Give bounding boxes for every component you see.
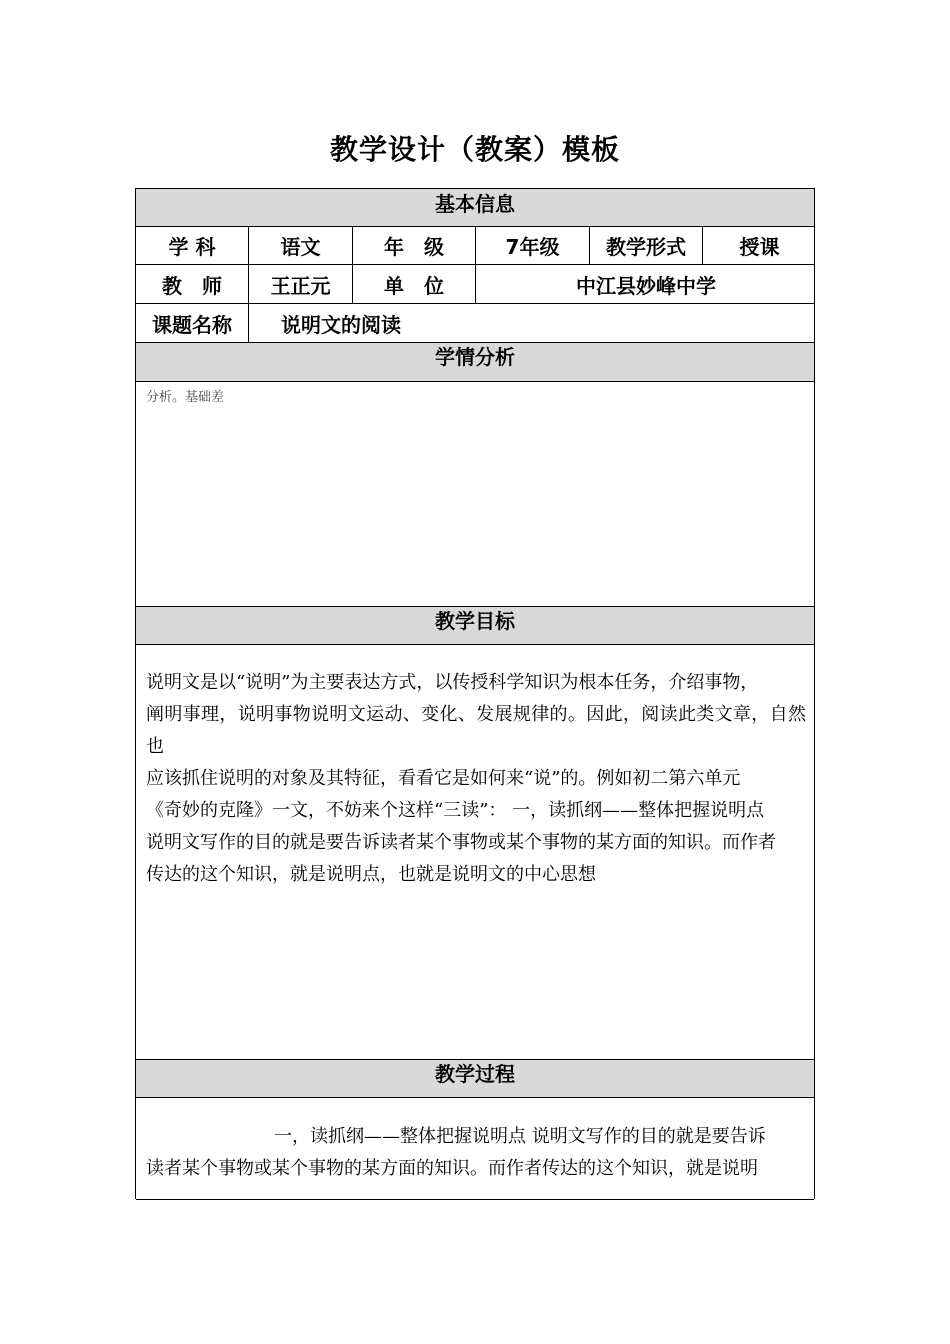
unit-value: 中江县妙峰中学 [576,273,716,298]
goals-header [136,607,814,645]
form-value: 授课 [739,235,780,259]
basic-info-header [136,189,814,227]
goals-line: 说明文写作的目的就是要告诉读者某个事物或某个事物的某方面的知识。而作者 [146,832,776,853]
analysis-body [136,382,814,607]
process-line: 读者某个事物或某个事物的某方面的知识。而作者传达的这个知识，就是说明 [146,1158,758,1179]
lesson-plan-table [135,188,815,1199]
goals-line: 说明文是以“说明”为主要表达方式，以传授科学知识为根本任务，介绍事物， [146,672,759,693]
basic-info-row-1 [136,227,814,265]
subject-label: 学 科 [136,227,249,264]
analysis-header-label: 学情分析 [435,345,515,369]
process-line: 一，读抓纲——整体把握说明点 说明文写作的目的就是要告诉 [274,1126,766,1147]
basic-info-header-label: 基本信息 [435,192,515,216]
goals-line: 传达的这个知识，就是说明点，也就是说明文的中心思想 [146,864,596,885]
basic-info-row-3 [136,304,814,343]
teacher-label: 教 师 [136,265,249,303]
goals-header-label: 教学目标 [435,609,515,633]
process-paragraph [146,1121,806,1185]
analysis-text: 分析。基础差 [146,390,225,405]
page-title: 教学设计（教案）模板 [329,133,620,166]
analysis-header [136,343,814,382]
basic-info-row-2 [136,265,814,304]
process-header-label: 教学过程 [435,1062,515,1086]
process-header [136,1060,814,1098]
teacher-value: 王正元 [249,265,353,303]
unit-label: 单 位 [353,265,476,303]
goals-paragraph [146,667,806,891]
subject-value: 语文 [249,227,353,264]
goals-line: 《奇妙的克隆》一文，不妨来个这样“三读”： 一，读抓纲——整体把握说明点 [146,800,765,821]
topic-label: 课题名称 [136,304,249,342]
grade-value: 7年级 [476,227,590,264]
form-label: 教学形式 [590,227,703,264]
grade-label: 年 级 [353,227,476,264]
process-body [136,1098,814,1200]
goals-body [136,645,814,1060]
goals-line: 应该抓住说明的对象及其特征，看看它是如何来“说”的。例如初二第六单元 [146,768,741,789]
topic-value: 说明文的阅读 [281,312,401,337]
goals-line: 阐明事理，说明事物说明文运动、变化、发展规律的。因此，阅读此类文章，自然也 [146,704,806,757]
